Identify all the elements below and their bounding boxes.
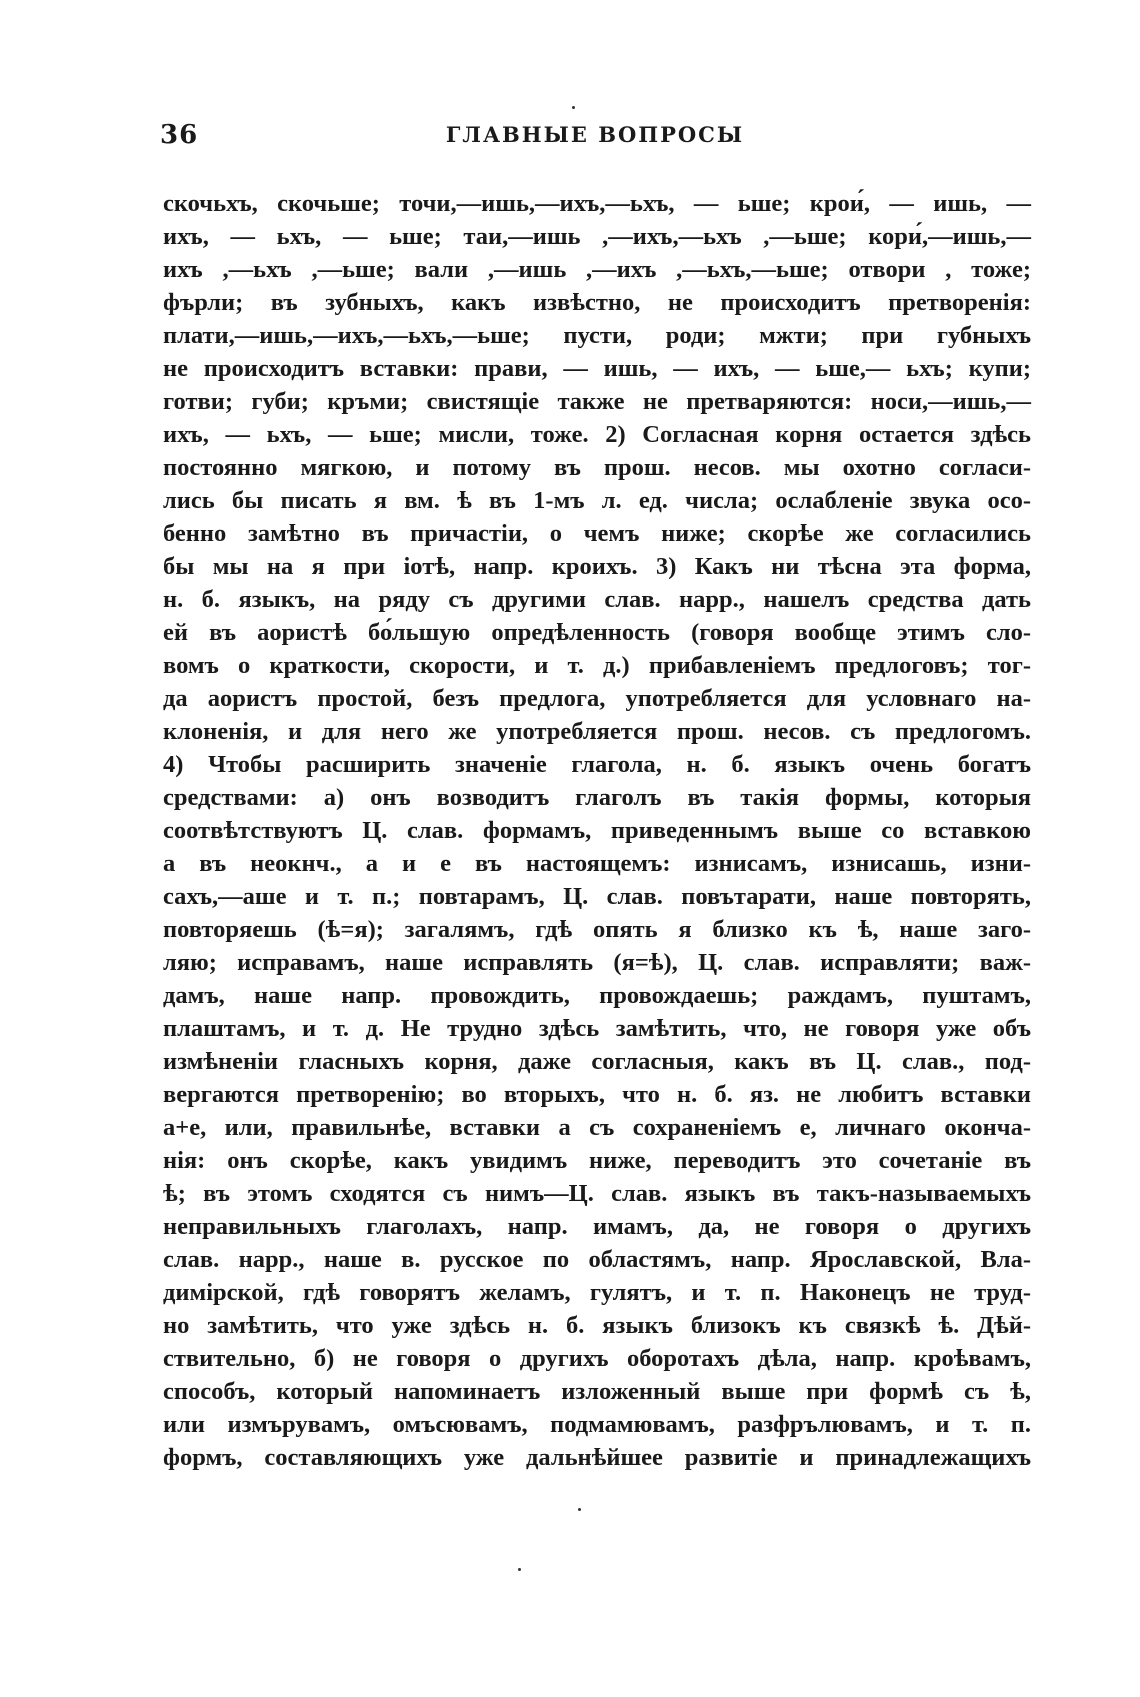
- text-line: н. б. языкъ, на ряду съ другими слав. нарр., нашелъ средства дать: [163, 586, 1031, 613]
- text-line: ихъ, — ьхъ, — ьше; таи,—ишь ,—ихъ,—ьхъ ,—ьше; кори́,—ишь,—: [163, 223, 1031, 250]
- page-title: ГЛАВНЫЕ ВОПРОСЫ: [445, 122, 745, 147]
- body-text: [163, 187, 1031, 1474]
- print-speck: [518, 1568, 521, 1571]
- text-line: вомъ о краткости, скорости, и т. д.) прибавленіемъ предлоговъ; тог-: [163, 652, 1031, 679]
- text-line: измѣненіи гласныхъ корня, даже согласныя, какъ въ Ц. слав., под-: [163, 1048, 1031, 1075]
- text-line: димірской, гдѣ говорятъ желамъ, гулятъ, и т. п. Наконецъ не труд-: [163, 1279, 1031, 1306]
- text-line: слав. нарр., наше в. русское по областямъ, напр. Ярославской, Вла-: [163, 1246, 1031, 1273]
- text-line: формъ, составляющихъ уже дальнѣйшее развитіе и принадлежащихъ: [163, 1444, 1031, 1471]
- text-line: вергаются претворенію; во вторыхъ, что н. б. яз. не любитъ вставки: [163, 1081, 1031, 1108]
- text-line: постоянно мягкою, и потому въ прош. несов. мы охотно согласи-: [163, 454, 1031, 481]
- text-line: ихъ, — ьхъ, — ьше; мисли, тоже. 2) Согласная корня остается здѣсь: [163, 421, 1031, 448]
- text-line: дамъ, наше напр. провождить, провождаешь; раждамъ, пуштамъ,: [163, 982, 1031, 1009]
- text-line: нія: онъ скорѣе, какъ увидимъ ниже, переводитъ это сочетаніе въ: [163, 1147, 1031, 1174]
- text-line: лись бы писать я вм. ѣ въ 1-мъ л. ед. числа; ослабленіе звука осо-: [163, 487, 1031, 514]
- text-line: плаштамъ, и т. д. Не трудно здѣсь замѣтить, что, не говоря уже объ: [163, 1015, 1031, 1042]
- text-line: неправильныхъ глаголахъ, напр. имамъ, да, не говоря о другихъ: [163, 1213, 1031, 1240]
- text-line: соотвѣтствуютъ Ц. слав. формамъ, приведеннымъ выше со вставкою: [163, 817, 1031, 844]
- text-line: готви; губи; кръми; свистящіе также не претваряются: носи,—ишь,—: [163, 388, 1031, 415]
- text-line: а въ неокнч., а и е въ настоящемъ: изнисамъ, изнисашь, изни-: [163, 850, 1031, 877]
- text-line: да аористъ простой, безъ предлога, употребляется для условнаго на-: [163, 685, 1031, 712]
- text-line: повторяешь (ѣ=я); загалямъ, гдѣ опять я близко къ ѣ, наше заго-: [163, 916, 1031, 943]
- text-line: бенно замѣтно въ причастіи, о чемъ ниже; скорѣе же согласились: [163, 520, 1031, 547]
- text-line: не происходитъ вставки: прави, — ишь, — ихъ, — ьше,— ьхъ; купи;: [163, 355, 1031, 382]
- text-line: фърли; въ зубныхъ, какъ извѣстно, не происходитъ претворенія:: [163, 289, 1031, 316]
- print-speck: [578, 1508, 581, 1511]
- text-line: ляю; исправамъ, наше исправлять (я=ѣ), Ц. слав. исправляти; важ-: [163, 949, 1031, 976]
- text-line: скочьхъ, скочьше; точи,—ишь,—ихъ,—ьхъ, — ьше; крои́, — ишь, —: [163, 190, 1031, 217]
- text-line: бы мы на я при іотѣ, напр. кроихъ. 3) Какъ ни тѣсна эта форма,: [163, 553, 1031, 580]
- text-line: но замѣтить, что уже здѣсь н. б. языкъ близокъ къ связкѣ ѣ. Дѣй-: [163, 1312, 1031, 1339]
- text-line: ѣ; въ этомъ сходятся съ нимъ—Ц. слав. языкъ въ такъ-называемыхъ: [163, 1180, 1031, 1207]
- text-line: способъ, который напоминаетъ изложенный выше при формѣ съ ѣ,: [163, 1378, 1031, 1405]
- text-line: а+е, или, правильнѣе, вставки а съ сохраненіемъ е, личнаго оконча-: [163, 1114, 1031, 1141]
- text-line: ей въ аористѣ бо́льшую опредѣленность (говоря вообще этимъ сло-: [163, 619, 1031, 646]
- text-line: средствами: а) онъ возводитъ глаголъ въ такія формы, которыя: [163, 784, 1031, 811]
- text-line: сахъ,—аше и т. п.; повтарамъ, Ц. слав. повътарати, наше повторять,: [163, 883, 1031, 910]
- text-line: ствительно, б) не говоря о другихъ оборотахъ дѣла, напр. кроѣвамъ,: [163, 1345, 1031, 1372]
- text-line: плати,—ишь,—ихъ,—ьхъ,—ьше; пусти, роди; мжти; при губныхъ: [163, 322, 1031, 349]
- text-line: ихъ ,—ьхъ ,—ьше; вали ,—ишь ,—ихъ ,—ьхъ,—ьше; отвори , тоже;: [163, 256, 1031, 283]
- print-speck: [572, 106, 575, 109]
- running-head: [160, 120, 1030, 150]
- text-line: или измърувамъ, омъсювамъ, подмамювамъ, разфрълювамъ, и т. п.: [163, 1411, 1031, 1438]
- text-line: 4) Чтобы расширить значеніе глагола, н. б. языкъ очень богатъ: [163, 751, 1031, 778]
- page-number: 36: [160, 120, 199, 150]
- text-line: клоненія, и для него же употребляется прош. несов. съ предлогомъ.: [163, 718, 1031, 745]
